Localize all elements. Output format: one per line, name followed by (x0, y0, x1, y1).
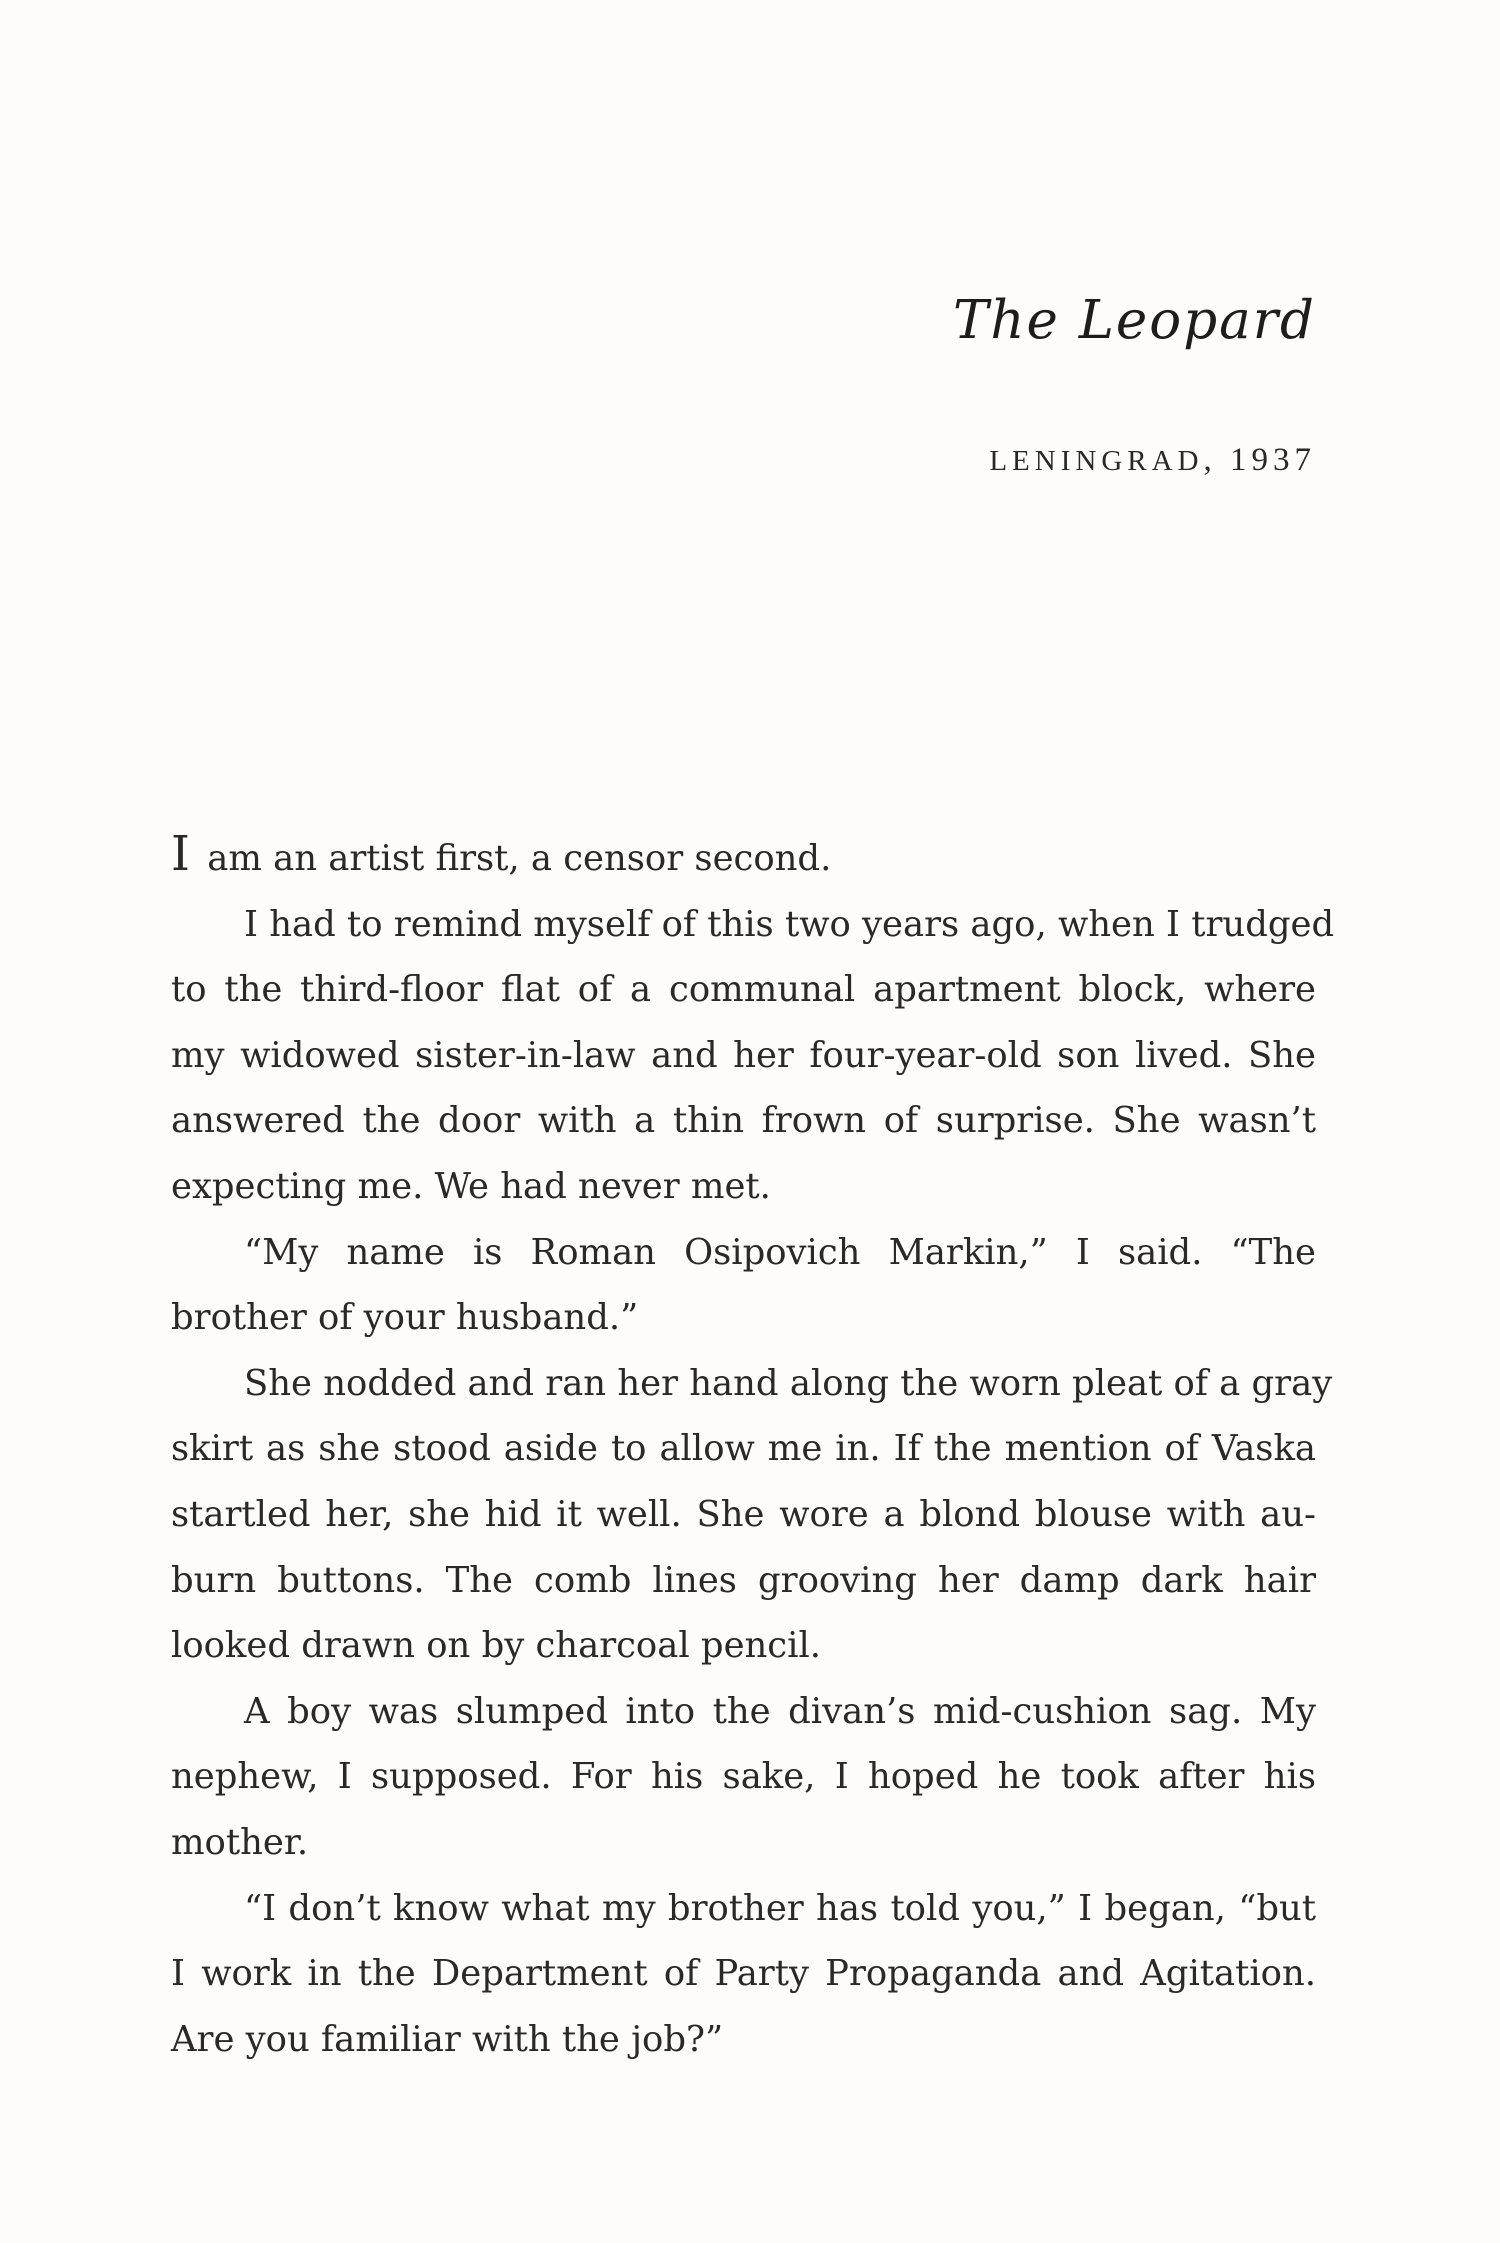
text-line (171, 1285, 1316, 1351)
text-line-content: nephew, I supposed. For his sake, I hoped he took after his (171, 1756, 1316, 1798)
text-line-content: my widowed sister-in-law and her four-year-old son lived. She (171, 1034, 1316, 1076)
text-line-content: looked drawn on by charcoal pencil. (171, 1625, 822, 1667)
text-line-content: startled her, she hid it well. She wore a blond blouse with au- (171, 1493, 1316, 1535)
text-line (171, 1941, 1316, 2007)
text-line-content: She nodded and ran her hand along the worn pleat of a gray (244, 1362, 1333, 1404)
text-line (171, 1220, 1316, 1286)
opening-initial: I (171, 826, 190, 882)
text-line (171, 2007, 1316, 2073)
text-line-content: I had to remind myself of this two years ago, when I trudged (244, 903, 1335, 945)
chapter-year: , 1937 (1203, 442, 1316, 478)
text-line-content: to the third-floor flat of a communal apartment block, where (171, 969, 1316, 1011)
chapter-body-text (171, 826, 1335, 2072)
text-line (171, 1613, 1316, 1679)
text-line-content: I work in the Department of Party Propaganda and Agitation. (171, 1953, 1316, 1995)
text-line (171, 1023, 1316, 1089)
text-line (171, 1810, 1316, 1876)
text-line-content: mother. (171, 1821, 309, 1863)
text-line (171, 826, 1316, 892)
text-line (171, 1744, 1316, 1810)
text-line (171, 1154, 1316, 1220)
text-line-content: A boy was slumped into the divan’s mid-cushion sag. My (244, 1690, 1316, 1732)
text-line-content: burn buttons. The comb lines grooving her damp dark hair (171, 1559, 1316, 1601)
text-line-content: skirt as she stood aside to allow me in. If the mention of Vaska (171, 1428, 1316, 1470)
text-line (171, 1351, 1333, 1417)
chapter-title: The Leopard (953, 290, 1316, 351)
chapter-place: LENINGRAD (989, 445, 1204, 477)
text-line (171, 1482, 1316, 1548)
text-line-content: am an artist first, a censor second. (195, 838, 832, 879)
text-line (171, 1088, 1316, 1154)
text-line-content: expecting me. We had never met. (171, 1165, 771, 1207)
text-line (171, 1876, 1316, 1942)
text-line (171, 1416, 1316, 1482)
text-line-content: answered the door with a thin frown of surprise. She wasn’t (171, 1100, 1316, 1142)
text-line-content: “I don’t know what my brother has told you,” I began, “but (244, 1887, 1316, 1929)
text-line (171, 957, 1316, 1023)
text-line (171, 1679, 1316, 1745)
text-line-content: brother of your husband.” (171, 1297, 639, 1339)
text-line (171, 892, 1335, 958)
text-line (171, 1548, 1316, 1614)
text-line-content: Are you familiar with the job?” (171, 2018, 724, 2060)
text-line-content: “My name is Roman Osipovich Markin,” I said. “The (244, 1231, 1316, 1273)
chapter-place-date (989, 442, 1316, 479)
